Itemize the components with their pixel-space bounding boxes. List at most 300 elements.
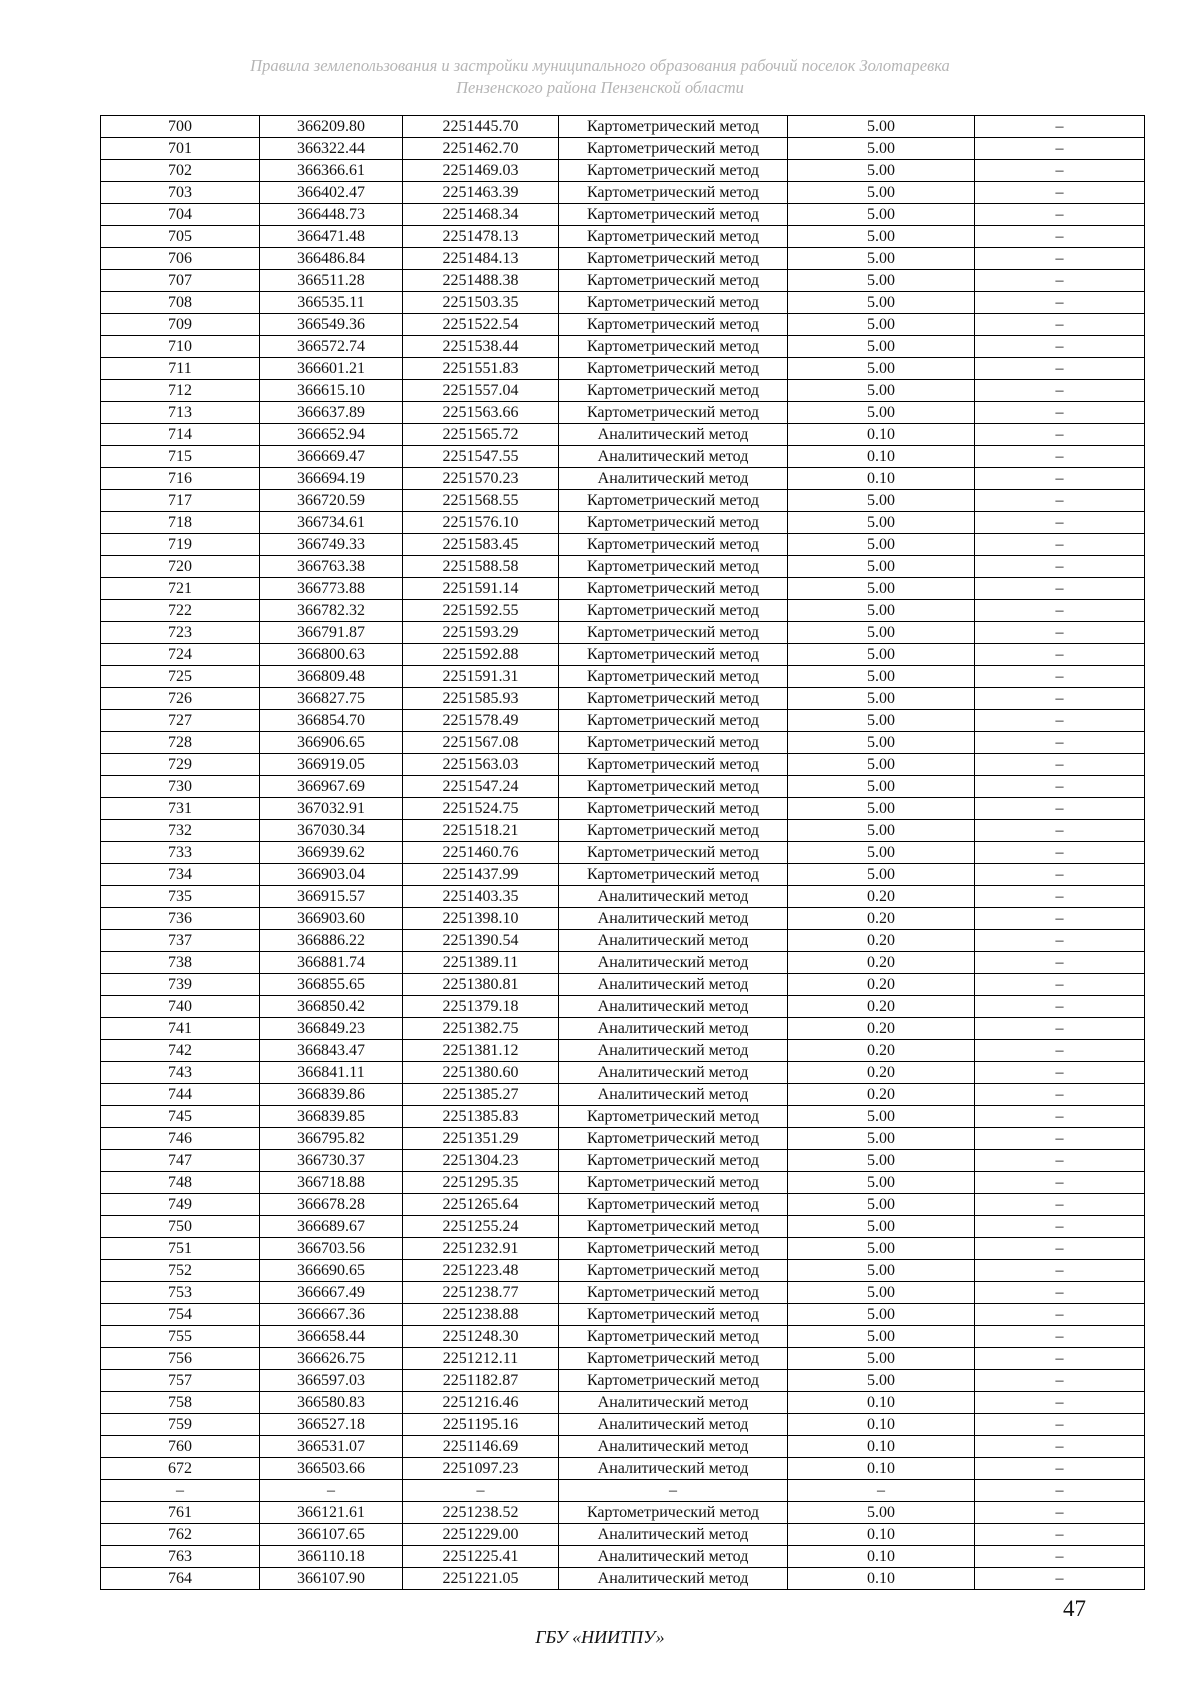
table-row: [101, 160, 1145, 182]
method-cell: Картометрический метод: [559, 248, 788, 270]
note-cell: –: [975, 996, 1145, 1018]
x-coordinate-cell: 366110.18: [260, 1546, 403, 1568]
table-row: [101, 490, 1145, 512]
y-coordinate-cell: 2251379.18: [403, 996, 559, 1018]
point-number-cell: 711: [101, 358, 260, 380]
note-cell: –: [975, 1348, 1145, 1370]
accuracy-cell: 5.00: [788, 204, 975, 226]
point-number-cell: 736: [101, 908, 260, 930]
y-coordinate-cell: 2251522.54: [403, 314, 559, 336]
method-cell: Картометрический метод: [559, 644, 788, 666]
point-number-cell: 710: [101, 336, 260, 358]
point-number-cell: 752: [101, 1260, 260, 1282]
note-cell: –: [975, 1436, 1145, 1458]
note-cell: –: [975, 908, 1145, 930]
x-coordinate-cell: 366471.48: [260, 226, 403, 248]
note-cell: –: [975, 512, 1145, 534]
x-coordinate-cell: 366827.75: [260, 688, 403, 710]
table-row: [101, 556, 1145, 578]
x-coordinate-cell: 366967.69: [260, 776, 403, 798]
table-row: [101, 600, 1145, 622]
note-cell: –: [975, 138, 1145, 160]
x-coordinate-cell: 366855.65: [260, 974, 403, 996]
method-cell: Аналитический метод: [559, 1436, 788, 1458]
table-row: [101, 248, 1145, 270]
accuracy-cell: 5.00: [788, 1326, 975, 1348]
note-cell: –: [975, 754, 1145, 776]
table-row: [101, 1282, 1145, 1304]
method-cell: Картометрический метод: [559, 732, 788, 754]
y-coordinate-cell: 2251381.12: [403, 1040, 559, 1062]
accuracy-cell: 5.00: [788, 1216, 975, 1238]
accuracy-cell: 5.00: [788, 314, 975, 336]
point-number-cell: 747: [101, 1150, 260, 1172]
note-cell: –: [975, 1216, 1145, 1238]
note-cell: –: [975, 1458, 1145, 1480]
note-cell: –: [975, 732, 1145, 754]
point-number-cell: 727: [101, 710, 260, 732]
note-cell: –: [975, 1018, 1145, 1040]
method-cell: Аналитический метод: [559, 952, 788, 974]
table-row: [101, 754, 1145, 776]
y-coordinate-cell: 2251578.49: [403, 710, 559, 732]
point-number-cell: 750: [101, 1216, 260, 1238]
y-coordinate-cell: 2251547.55: [403, 446, 559, 468]
note-cell: –: [975, 1128, 1145, 1150]
note-cell: –: [975, 600, 1145, 622]
point-number-cell: 739: [101, 974, 260, 996]
table-row: [101, 1084, 1145, 1106]
x-coordinate-cell: 366667.49: [260, 1282, 403, 1304]
note-cell: –: [975, 1238, 1145, 1260]
note-cell: –: [975, 424, 1145, 446]
method-cell: Картометрический метод: [559, 1216, 788, 1238]
table-row: [101, 1436, 1145, 1458]
note-cell: –: [975, 160, 1145, 182]
y-coordinate-cell: 2251557.04: [403, 380, 559, 402]
table-row: [101, 666, 1145, 688]
note-cell: –: [975, 402, 1145, 424]
point-number-cell: 744: [101, 1084, 260, 1106]
accuracy-cell: 0.20: [788, 974, 975, 996]
y-coordinate-cell: 2251463.39: [403, 182, 559, 204]
point-number-cell: 761: [101, 1502, 260, 1524]
note-cell: –: [975, 116, 1145, 138]
y-coordinate-cell: 2251591.14: [403, 578, 559, 600]
y-coordinate-cell: 2251380.60: [403, 1062, 559, 1084]
note-cell: –: [975, 886, 1145, 908]
point-number-cell: 758: [101, 1392, 260, 1414]
accuracy-cell: 0.10: [788, 446, 975, 468]
y-coordinate-cell: 2251570.23: [403, 468, 559, 490]
y-coordinate-cell: 2251484.13: [403, 248, 559, 270]
y-coordinate-cell: 2251229.00: [403, 1524, 559, 1546]
note-cell: –: [975, 952, 1145, 974]
y-coordinate-cell: 2251567.08: [403, 732, 559, 754]
method-cell: Картометрический метод: [559, 776, 788, 798]
accuracy-cell: 5.00: [788, 1172, 975, 1194]
note-cell: –: [975, 1106, 1145, 1128]
y-coordinate-cell: 2251592.55: [403, 600, 559, 622]
y-coordinate-cell: 2251568.55: [403, 490, 559, 512]
table-row: [101, 446, 1145, 468]
table-row: [101, 1194, 1145, 1216]
accuracy-cell: 0.20: [788, 1040, 975, 1062]
point-number-cell: –: [101, 1480, 260, 1502]
accuracy-cell: 5.00: [788, 116, 975, 138]
method-cell: Картометрический метод: [559, 314, 788, 336]
note-cell: –: [975, 1392, 1145, 1414]
method-cell: Картометрический метод: [559, 842, 788, 864]
x-coordinate-cell: 366486.84: [260, 248, 403, 270]
y-coordinate-cell: 2251588.58: [403, 556, 559, 578]
method-cell: Картометрический метод: [559, 160, 788, 182]
method-cell: Аналитический метод: [559, 1568, 788, 1590]
note-cell: –: [975, 1194, 1145, 1216]
point-number-cell: 719: [101, 534, 260, 556]
point-number-cell: 702: [101, 160, 260, 182]
y-coordinate-cell: 2251212.11: [403, 1348, 559, 1370]
x-coordinate-cell: 366535.11: [260, 292, 403, 314]
table-row: [101, 1040, 1145, 1062]
method-cell: Картометрический метод: [559, 1282, 788, 1304]
y-coordinate-cell: 2251223.48: [403, 1260, 559, 1282]
accuracy-cell: 0.20: [788, 1084, 975, 1106]
note-cell: –: [975, 1414, 1145, 1436]
method-cell: Картометрический метод: [559, 490, 788, 512]
accuracy-cell: 5.00: [788, 754, 975, 776]
method-cell: Картометрический метод: [559, 1106, 788, 1128]
method-cell: Картометрический метод: [559, 1238, 788, 1260]
accuracy-cell: 5.00: [788, 820, 975, 842]
note-cell: –: [975, 468, 1145, 490]
accuracy-cell: 0.20: [788, 952, 975, 974]
accuracy-cell: 0.10: [788, 468, 975, 490]
y-coordinate-cell: 2251248.30: [403, 1326, 559, 1348]
accuracy-cell: 5.00: [788, 688, 975, 710]
point-number-cell: 700: [101, 116, 260, 138]
x-coordinate-cell: 366580.83: [260, 1392, 403, 1414]
y-coordinate-cell: 2251593.29: [403, 622, 559, 644]
x-coordinate-cell: 366850.42: [260, 996, 403, 1018]
y-coordinate-cell: 2251538.44: [403, 336, 559, 358]
x-coordinate-cell: 366791.87: [260, 622, 403, 644]
accuracy-cell: 5.00: [788, 776, 975, 798]
point-number-cell: 722: [101, 600, 260, 622]
accuracy-cell: 5.00: [788, 534, 975, 556]
method-cell: Картометрический метод: [559, 380, 788, 402]
y-coordinate-cell: 2251403.35: [403, 886, 559, 908]
accuracy-cell: 0.20: [788, 1018, 975, 1040]
accuracy-cell: 5.00: [788, 1370, 975, 1392]
accuracy-cell: 0.20: [788, 886, 975, 908]
method-cell: –: [559, 1480, 788, 1502]
method-cell: Аналитический метод: [559, 1018, 788, 1040]
accuracy-cell: 0.20: [788, 908, 975, 930]
point-number-cell: 713: [101, 402, 260, 424]
note-cell: –: [975, 292, 1145, 314]
table-row: [101, 1458, 1145, 1480]
table-row: [101, 710, 1145, 732]
point-number-cell: 725: [101, 666, 260, 688]
table-row: [101, 996, 1145, 1018]
table-row: [101, 512, 1145, 534]
point-number-cell: 729: [101, 754, 260, 776]
accuracy-cell: 0.10: [788, 1414, 975, 1436]
point-number-cell: 757: [101, 1370, 260, 1392]
point-number-cell: 708: [101, 292, 260, 314]
x-coordinate-cell: 366795.82: [260, 1128, 403, 1150]
x-coordinate-cell: 367032.91: [260, 798, 403, 820]
method-cell: Картометрический метод: [559, 358, 788, 380]
accuracy-cell: 5.00: [788, 798, 975, 820]
table-row: [101, 292, 1145, 314]
accuracy-cell: 0.10: [788, 1568, 975, 1590]
accuracy-cell: 0.10: [788, 1524, 975, 1546]
method-cell: Аналитический метод: [559, 424, 788, 446]
note-cell: –: [975, 1326, 1145, 1348]
table-row: [101, 358, 1145, 380]
note-cell: –: [975, 798, 1145, 820]
table-row: [101, 1414, 1145, 1436]
note-cell: –: [975, 1150, 1145, 1172]
table-row: [101, 534, 1145, 556]
accuracy-cell: 5.00: [788, 160, 975, 182]
x-coordinate-cell: 366915.57: [260, 886, 403, 908]
accuracy-cell: 5.00: [788, 358, 975, 380]
x-coordinate-cell: 366658.44: [260, 1326, 403, 1348]
table-row: [101, 1524, 1145, 1546]
page-number: 47: [1063, 1596, 1086, 1621]
coordinates-table-body: [101, 116, 1145, 1590]
accuracy-cell: 0.20: [788, 930, 975, 952]
x-coordinate-cell: 366667.36: [260, 1304, 403, 1326]
accuracy-cell: 5.00: [788, 182, 975, 204]
accuracy-cell: 5.00: [788, 1194, 975, 1216]
method-cell: Аналитический метод: [559, 468, 788, 490]
y-coordinate-cell: 2251503.35: [403, 292, 559, 314]
point-number-cell: 714: [101, 424, 260, 446]
x-coordinate-cell: 366703.56: [260, 1238, 403, 1260]
accuracy-cell: 5.00: [788, 666, 975, 688]
note-cell: –: [975, 1524, 1145, 1546]
note-cell: –: [975, 842, 1145, 864]
table-row: [101, 424, 1145, 446]
note-cell: –: [975, 1040, 1145, 1062]
table-row: [101, 952, 1145, 974]
x-coordinate-cell: 366730.37: [260, 1150, 403, 1172]
point-number-cell: 718: [101, 512, 260, 534]
x-coordinate-cell: 366531.07: [260, 1436, 403, 1458]
x-coordinate-cell: 366503.66: [260, 1458, 403, 1480]
point-number-cell: 728: [101, 732, 260, 754]
accuracy-cell: 5.00: [788, 512, 975, 534]
point-number-cell: 742: [101, 1040, 260, 1062]
y-coordinate-cell: 2251437.99: [403, 864, 559, 886]
coordinates-table: [100, 115, 1145, 1590]
point-number-cell: 704: [101, 204, 260, 226]
method-cell: Картометрический метод: [559, 1326, 788, 1348]
x-coordinate-cell: 366903.60: [260, 908, 403, 930]
page-footer: ГБУ «НИИТПУ»: [535, 1627, 665, 1647]
point-number-cell: 759: [101, 1414, 260, 1436]
note-cell: –: [975, 1084, 1145, 1106]
y-coordinate-cell: 2251255.24: [403, 1216, 559, 1238]
method-cell: Картометрический метод: [559, 864, 788, 886]
x-coordinate-cell: 366107.90: [260, 1568, 403, 1590]
point-number-cell: 721: [101, 578, 260, 600]
x-coordinate-cell: 366626.75: [260, 1348, 403, 1370]
point-number-cell: 706: [101, 248, 260, 270]
y-coordinate-cell: 2251382.75: [403, 1018, 559, 1040]
y-coordinate-cell: 2251221.05: [403, 1568, 559, 1590]
point-number-cell: 709: [101, 314, 260, 336]
y-coordinate-cell: 2251445.70: [403, 116, 559, 138]
method-cell: Картометрический метод: [559, 402, 788, 424]
y-coordinate-cell: 2251238.77: [403, 1282, 559, 1304]
table-row: [101, 1172, 1145, 1194]
x-coordinate-cell: 366527.18: [260, 1414, 403, 1436]
point-number-cell: 753: [101, 1282, 260, 1304]
note-cell: –: [975, 578, 1145, 600]
accuracy-cell: 5.00: [788, 1106, 975, 1128]
point-number-cell: 720: [101, 556, 260, 578]
table-row: [101, 974, 1145, 996]
method-cell: Картометрический метод: [559, 534, 788, 556]
table-row: [101, 468, 1145, 490]
table-row: [101, 1546, 1145, 1568]
method-cell: Картометрический метод: [559, 1370, 788, 1392]
table-row: [101, 622, 1145, 644]
table-row: [101, 1348, 1145, 1370]
y-coordinate-cell: 2251304.23: [403, 1150, 559, 1172]
method-cell: Картометрический метод: [559, 1260, 788, 1282]
point-number-cell: 763: [101, 1546, 260, 1568]
accuracy-cell: 5.00: [788, 292, 975, 314]
x-coordinate-cell: 366549.36: [260, 314, 403, 336]
method-cell: Аналитический метод: [559, 1458, 788, 1480]
point-number-cell: 717: [101, 490, 260, 512]
method-cell: Картометрический метод: [559, 666, 788, 688]
point-number-cell: 734: [101, 864, 260, 886]
point-number-cell: 731: [101, 798, 260, 820]
x-coordinate-cell: 366718.88: [260, 1172, 403, 1194]
point-number-cell: 745: [101, 1106, 260, 1128]
method-cell: Картометрический метод: [559, 622, 788, 644]
y-coordinate-cell: 2251182.87: [403, 1370, 559, 1392]
y-coordinate-cell: 2251547.24: [403, 776, 559, 798]
accuracy-cell: 5.00: [788, 1502, 975, 1524]
note-cell: –: [975, 314, 1145, 336]
method-cell: Картометрический метод: [559, 1194, 788, 1216]
method-cell: Аналитический метод: [559, 930, 788, 952]
method-cell: Картометрический метод: [559, 512, 788, 534]
y-coordinate-cell: 2251563.66: [403, 402, 559, 424]
x-coordinate-cell: 366694.19: [260, 468, 403, 490]
table-row: [101, 578, 1145, 600]
method-cell: Аналитический метод: [559, 908, 788, 930]
method-cell: Картометрический метод: [559, 820, 788, 842]
y-coordinate-cell: –: [403, 1480, 559, 1502]
x-coordinate-cell: 366652.94: [260, 424, 403, 446]
note-cell: –: [975, 666, 1145, 688]
point-number-cell: 730: [101, 776, 260, 798]
y-coordinate-cell: 2251238.52: [403, 1502, 559, 1524]
accuracy-cell: 5.00: [788, 336, 975, 358]
x-coordinate-cell: 366734.61: [260, 512, 403, 534]
table-row: [101, 842, 1145, 864]
method-cell: Картометрический метод: [559, 710, 788, 732]
accuracy-cell: 0.10: [788, 1436, 975, 1458]
x-coordinate-cell: 366903.04: [260, 864, 403, 886]
accuracy-cell: 5.00: [788, 1238, 975, 1260]
table-row: [101, 820, 1145, 842]
header-line-1: Правила землепользования и застройки муниципального образования рабочий поселок Золотаревка: [250, 56, 950, 75]
note-cell: –: [975, 556, 1145, 578]
x-coordinate-cell: 366121.61: [260, 1502, 403, 1524]
note-cell: –: [975, 1502, 1145, 1524]
y-coordinate-cell: 2251225.41: [403, 1546, 559, 1568]
table-row: [101, 380, 1145, 402]
point-number-cell: 749: [101, 1194, 260, 1216]
table-row: [101, 1370, 1145, 1392]
y-coordinate-cell: 2251351.29: [403, 1128, 559, 1150]
note-cell: –: [975, 1546, 1145, 1568]
table-row: [101, 1304, 1145, 1326]
y-coordinate-cell: 2251563.03: [403, 754, 559, 776]
table-row: [101, 1128, 1145, 1150]
table-row: [101, 1150, 1145, 1172]
note-cell: –: [975, 710, 1145, 732]
method-cell: Аналитический метод: [559, 996, 788, 1018]
method-cell: Картометрический метод: [559, 204, 788, 226]
table-row: [101, 732, 1145, 754]
x-coordinate-cell: 366749.33: [260, 534, 403, 556]
method-cell: Аналитический метод: [559, 446, 788, 468]
table-row: [101, 930, 1145, 952]
point-number-cell: 672: [101, 1458, 260, 1480]
table-row: [101, 1502, 1145, 1524]
point-number-cell: 756: [101, 1348, 260, 1370]
page-header: [0, 55, 1200, 99]
accuracy-cell: 0.10: [788, 1546, 975, 1568]
x-coordinate-cell: 366720.59: [260, 490, 403, 512]
y-coordinate-cell: 2251265.64: [403, 1194, 559, 1216]
point-number-cell: 746: [101, 1128, 260, 1150]
method-cell: Аналитический метод: [559, 1084, 788, 1106]
y-coordinate-cell: 2251232.91: [403, 1238, 559, 1260]
x-coordinate-cell: 366511.28: [260, 270, 403, 292]
method-cell: Картометрический метод: [559, 1150, 788, 1172]
method-cell: Картометрический метод: [559, 754, 788, 776]
accuracy-cell: 5.00: [788, 1260, 975, 1282]
note-cell: –: [975, 248, 1145, 270]
table-row: [101, 314, 1145, 336]
accuracy-cell: 0.10: [788, 1458, 975, 1480]
table-row: [101, 908, 1145, 930]
x-coordinate-cell: 366107.65: [260, 1524, 403, 1546]
point-number-cell: 755: [101, 1326, 260, 1348]
method-cell: Аналитический метод: [559, 1414, 788, 1436]
y-coordinate-cell: 2251591.31: [403, 666, 559, 688]
table-row: [101, 116, 1145, 138]
accuracy-cell: 5.00: [788, 578, 975, 600]
point-number-cell: 737: [101, 930, 260, 952]
method-cell: Картометрический метод: [559, 226, 788, 248]
point-number-cell: 705: [101, 226, 260, 248]
method-cell: Картометрический метод: [559, 798, 788, 820]
note-cell: –: [975, 1568, 1145, 1590]
